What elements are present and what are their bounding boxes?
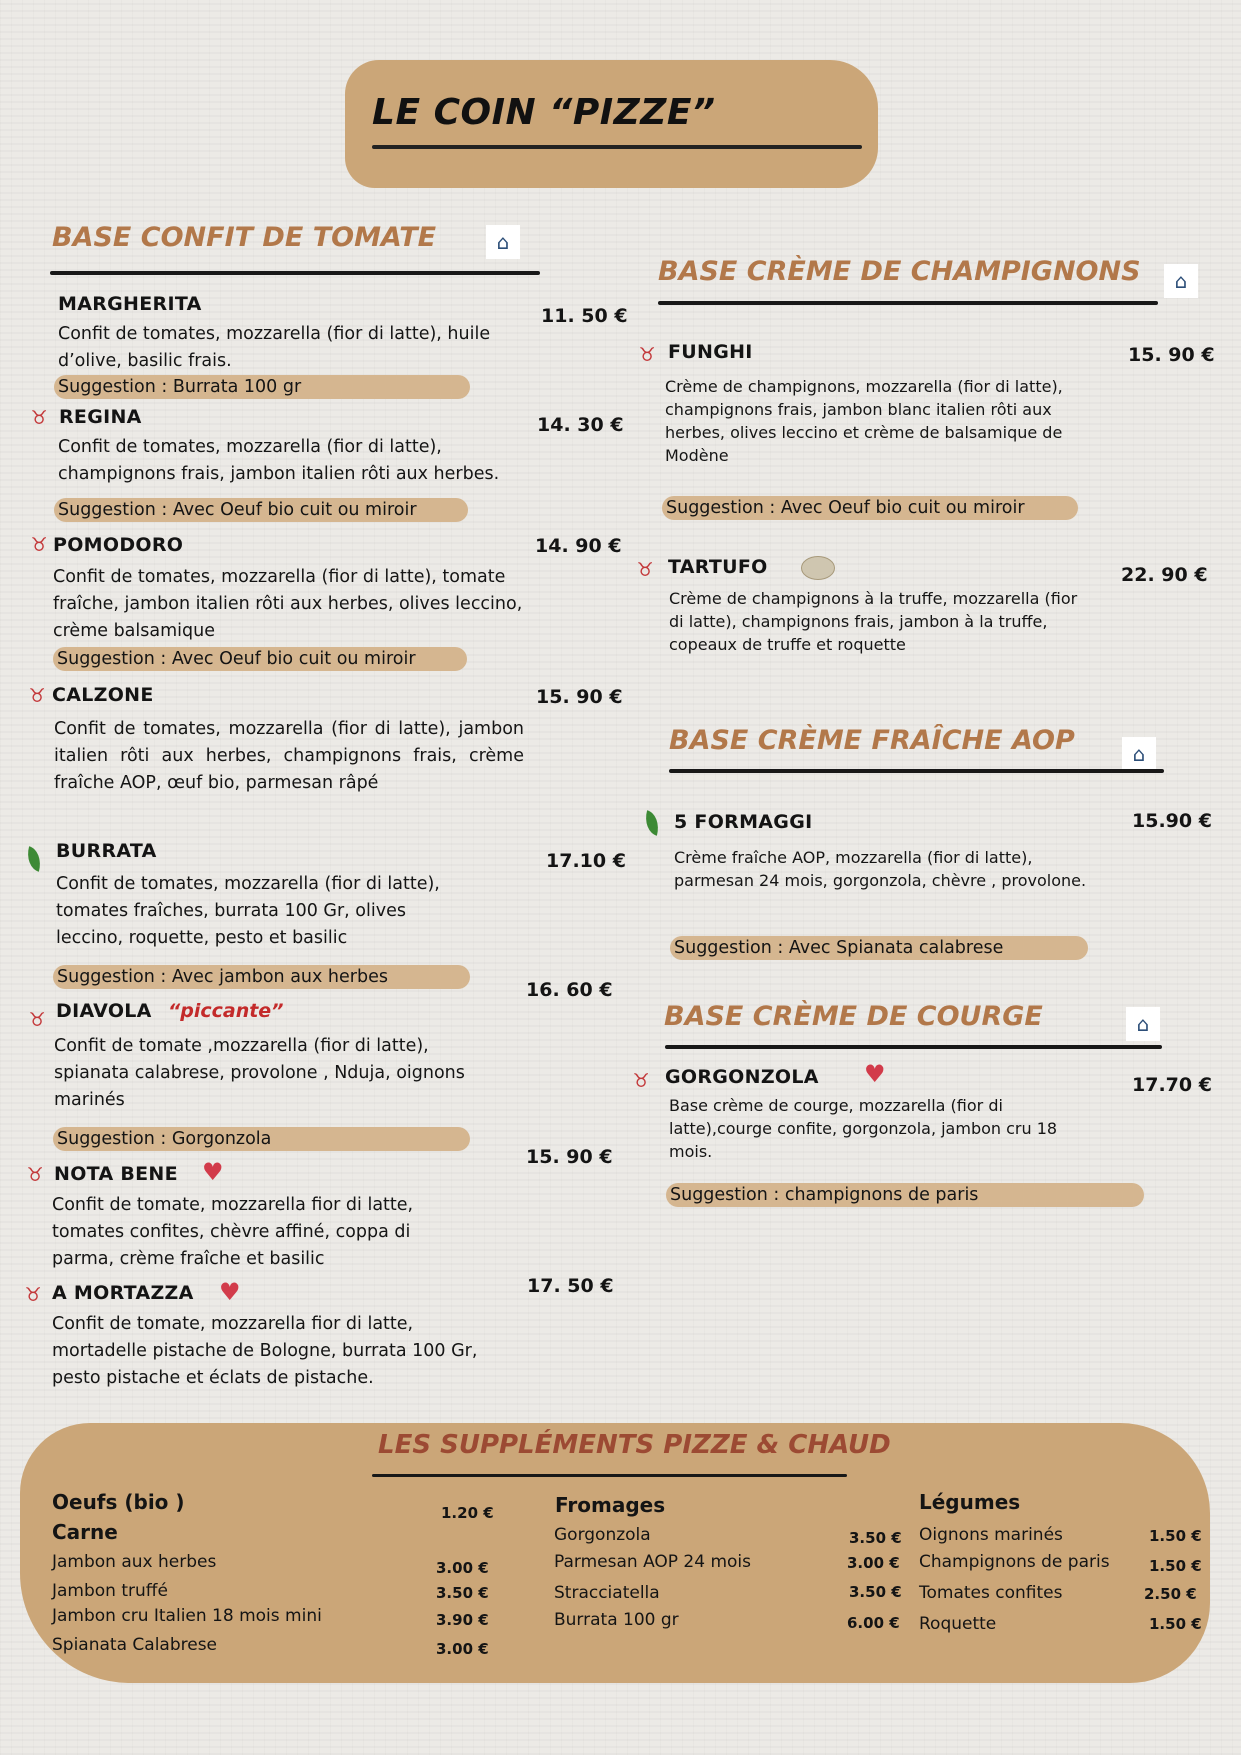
pizza-price-margherita: 11. 50 € [541, 305, 628, 327]
supplement-price: 2.50 € [1144, 1585, 1197, 1603]
supplement-item: Stracciatella [554, 1583, 660, 1603]
supplement-item: Oignons marinés [919, 1525, 1063, 1545]
suggestion-margherita: Suggestion : Burrata 100 gr [54, 375, 470, 399]
pizza-name-calzone: CALZONE [52, 684, 154, 706]
section-title-tomate: BASE CONFIT DE TOMATE [52, 222, 437, 253]
section-title-fraiche: BASE CRÈME FRAÎCHE AOP [669, 725, 1075, 756]
section-title-courge: BASE CRÈME DE COURGE [664, 1001, 1043, 1032]
truffle-icon [801, 556, 835, 580]
pizza-price-burrata: 17.10 € [546, 850, 626, 872]
pizza-name-nota-bene: NOTA BENE [54, 1163, 178, 1185]
pizza-desc-funghi: Crème de champignons, mozzarella (fior di latte), champignons frais, jambon blanc italien rôti aux herbes, olives leccino et crème de balsamique de Modène [665, 377, 1063, 465]
pizza-name-gorgonzola: GORGONZOLA [665, 1066, 819, 1088]
supplement-price: 3.00 € [436, 1640, 489, 1658]
pig-icon: ♉ [30, 407, 48, 429]
pig-icon: ♉ [638, 344, 656, 366]
supplement-item: Jambon cru Italien 18 mois mini [52, 1606, 322, 1626]
fromages-label: Fromages [555, 1493, 666, 1517]
suggestion-diavola: Suggestion : Gorgonzola [53, 1127, 470, 1151]
pizza-price-tartufo: 22. 90 € [1121, 564, 1208, 586]
suggestion-burrata: Suggestion : Avec jambon aux herbes [53, 965, 470, 989]
pizza-name-funghi: FUNGHI [668, 341, 753, 363]
supplements-rule [372, 1474, 847, 1477]
suggestion-pomodoro: Suggestion : Avec Oeuf bio cuit ou miroir [53, 647, 467, 671]
pizza-desc-margherita: Confit de tomates, mozzarella (fior di latte), huile d’olive, basilic frais. [58, 324, 491, 371]
pizza-desc-diavola: Confit de tomate ,mozzarella (fior di latte), spianata calabrese, provolone , Nduja, oignons marinés [54, 1036, 465, 1110]
supplement-price: 1.50 € [1149, 1557, 1202, 1575]
heart-icon: ♥ [864, 1060, 886, 1088]
supplement-price: 3.90 € [436, 1611, 489, 1629]
pizza-price-nota-bene: 15. 90 € [526, 1146, 613, 1168]
pizza-desc-calzone: Confit de tomates, mozzarella (fior di latte), jambon italien rôti aux herbes, champignons frais, crème fraîche AOP, œuf bio, parmesan râpé [54, 719, 524, 793]
page-title: LE COIN “PIZZE” [372, 92, 716, 133]
pizza-price-5-formaggi: 15.90 € [1132, 810, 1212, 832]
pizza-name-diavola: DIAVOLA [56, 1000, 152, 1022]
supplement-price: 1.50 € [1149, 1527, 1202, 1545]
pig-icon: ♉ [26, 1164, 44, 1186]
supplement-price: 3.50 € [436, 1584, 489, 1602]
supplement-item: Roquette [919, 1614, 997, 1634]
pizza-name-burrata: BURRATA [56, 840, 157, 862]
pizza-desc-5-formaggi: Crème fraîche AOP, mozzarella (fior di latte), parmesan 24 mois, gorgonzola, chèvre , provolone. [674, 848, 1087, 890]
suggestion-gorgonzola: Suggestion : champignons de paris [666, 1183, 1144, 1207]
pizza-price-funghi: 15. 90 € [1128, 344, 1215, 366]
supplement-item: Champignons de paris [919, 1552, 1110, 1572]
supplement-price: 3.50 € [849, 1583, 902, 1601]
pig-icon: ♉ [636, 559, 654, 581]
suggestion-5-formaggi: Suggestion : Avec Spianata calabrese [670, 936, 1088, 960]
section-rule [50, 271, 540, 275]
pig-icon: ♉ [24, 1284, 42, 1306]
pizza-desc-regina: Confit de tomates, mozzarella (fior di latte), champignons frais, jambon italien rôti aux herbes. [58, 437, 500, 484]
section-title-champignons: BASE CRÈME DE CHAMPIGNONS [658, 256, 1141, 287]
oeufs-label: Oeufs (bio ) [52, 1490, 185, 1514]
supplement-item: Parmesan AOP 24 mois [554, 1552, 752, 1572]
pizza-desc-a-mortazza: Confit de tomate, mozzarella fior di latte, mortadelle pistache de Bologne, burrata 100 Gr, pesto pistache et éclats de pistache. [52, 1314, 478, 1388]
pizza-desc-tartufo: Crème de champignons à la truffe, mozzarella (fior di latte), champignons frais, jambon à la truffe, copeaux de truffe et roquette [669, 589, 1078, 654]
pizza-desc-burrata: Confit de tomates, mozzarella (fior di latte), tomates fraîches, burrata 100 Gr, olives leccino, roquette, pesto et basilic [56, 874, 440, 948]
pizza-name-5-formaggi: 5 FORMAGGI [674, 811, 813, 833]
legumes-label: Légumes [919, 1490, 1021, 1514]
leaf-icon [23, 846, 44, 871]
supplement-item: Burrata 100 gr [554, 1610, 679, 1630]
supplements-title: LES SUPPLÉMENTS PIZZE & CHAUD [378, 1430, 891, 1460]
house-outline-icon: ⌂ [486, 225, 520, 259]
pizza-price-diavola: 16. 60 € [526, 979, 613, 1001]
supplement-price: 3.50 € [849, 1529, 902, 1547]
piccante-tag: “piccante” [168, 1000, 284, 1022]
supplement-price: 6.00 € [847, 1614, 900, 1632]
pizza-name-regina: REGINA [59, 406, 142, 428]
section-rule [665, 1045, 1162, 1049]
oeufs-price: 1.20 € [441, 1504, 494, 1522]
pizza-price-gorgonzola: 17.70 € [1132, 1074, 1212, 1096]
pizza-name-margherita: MARGHERITA [58, 293, 202, 315]
pizza-desc-pomodoro: Confit de tomates, mozzarella (fior di latte), tomate fraîche, jambon italien rôti aux herbes, olives leccino, crème balsamique [53, 567, 523, 641]
pizza-name-tartufo: TARTUFO [668, 556, 768, 578]
supplement-item: Gorgonzola [554, 1525, 651, 1545]
carne-label: Carne [52, 1520, 118, 1544]
pig-icon: ♉ [30, 534, 48, 556]
house-outline-icon: ⌂ [1126, 1007, 1160, 1041]
supplement-price: 3.00 € [847, 1554, 900, 1572]
pizza-desc-gorgonzola: Base crème de courge, mozzarella (fior di latte),courge confite, gorgonzola, jambon cru 18 mois. [669, 1096, 1058, 1161]
pig-icon: ♉ [28, 1009, 46, 1031]
pig-icon: ♉ [632, 1070, 650, 1092]
heart-icon: ♥ [219, 1278, 241, 1306]
pizza-price-pomodoro: 14. 90 € [535, 535, 622, 557]
pizza-price-calzone: 15. 90 € [536, 686, 623, 708]
suggestion-regina: Suggestion : Avec Oeuf bio cuit ou miroir [54, 498, 468, 522]
house-outline-icon: ⌂ [1164, 264, 1198, 298]
title-underline [372, 145, 862, 149]
pizza-price-a-mortazza: 17. 50 € [527, 1275, 614, 1297]
house-outline-icon: ⌂ [1122, 737, 1156, 771]
supplement-item: Tomates confites [919, 1583, 1063, 1603]
supplement-item: Spianata Calabrese [52, 1635, 218, 1655]
pizza-name-a-mortazza: A MORTAZZA [52, 1282, 194, 1304]
supplement-price: 1.50 € [1149, 1615, 1202, 1633]
section-rule [658, 301, 1158, 305]
pizza-desc-nota-bene: Confit de tomate, mozzarella fior di latte, tomates confites, chèvre affiné, coppa di parma, crème fraîche et basilic [52, 1195, 414, 1269]
supplement-price: 3.00 € [436, 1559, 489, 1577]
pizza-name-pomodoro: POMODORO [53, 534, 184, 556]
section-rule [669, 769, 1164, 773]
supplement-item: Jambon truffé [52, 1581, 168, 1601]
pig-icon: ♉ [28, 685, 46, 707]
pizza-price-regina: 14. 30 € [537, 414, 624, 436]
suggestion-funghi: Suggestion : Avec Oeuf bio cuit ou miroir [662, 496, 1078, 520]
heart-icon: ♥ [202, 1158, 224, 1186]
supplement-item: Jambon aux herbes [52, 1552, 217, 1572]
leaf-icon [641, 810, 662, 835]
